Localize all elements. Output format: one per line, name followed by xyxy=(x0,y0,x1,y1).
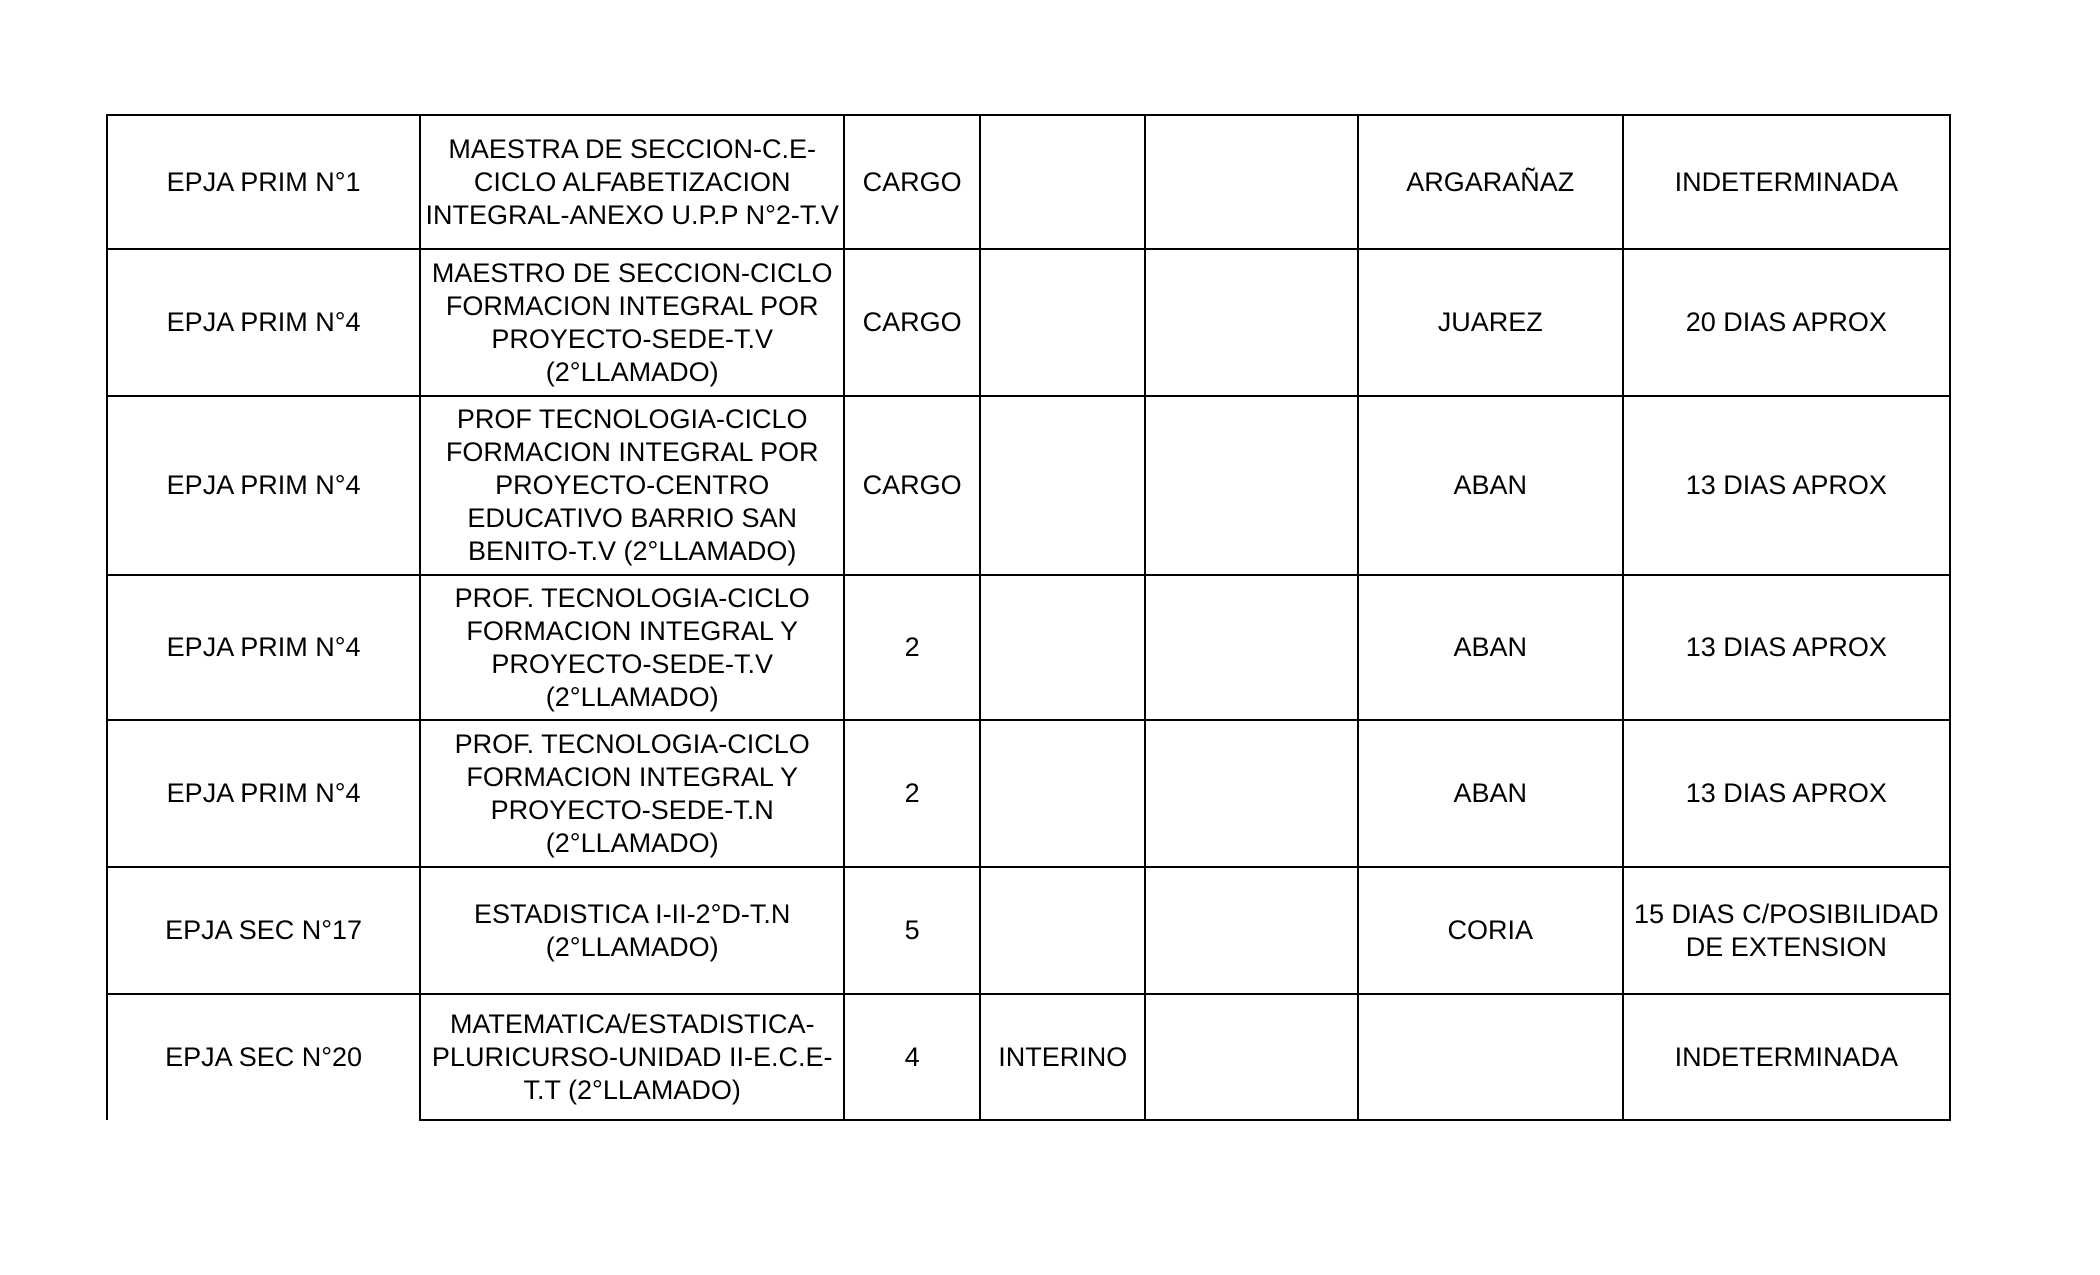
vacancies-table xyxy=(106,114,1951,1121)
status-cell xyxy=(980,249,1145,396)
empty-cell xyxy=(1145,994,1357,1120)
status-cell xyxy=(980,396,1145,575)
school-cell: EPJA SEC N°20 xyxy=(107,994,420,1120)
school-cell: EPJA PRIM N°4 xyxy=(107,249,420,396)
table-row xyxy=(107,867,1950,994)
table-row xyxy=(107,994,1950,1120)
table-row xyxy=(107,720,1950,867)
hours-cell: 2 xyxy=(844,575,980,720)
duration-cell: 13 DIAS APROX xyxy=(1623,720,1950,867)
name-cell: ABAN xyxy=(1358,720,1623,867)
school-cell: EPJA PRIM N°1 xyxy=(107,115,420,249)
duration-cell: 13 DIAS APROX xyxy=(1623,396,1950,575)
empty-cell xyxy=(1145,867,1357,994)
empty-cell xyxy=(1145,396,1357,575)
table-row xyxy=(107,396,1950,575)
status-cell xyxy=(980,867,1145,994)
duration-cell: INDETERMINADA xyxy=(1623,115,1950,249)
status-cell xyxy=(980,720,1145,867)
school-cell: EPJA PRIM N°4 xyxy=(107,396,420,575)
name-cell: ABAN xyxy=(1358,575,1623,720)
name-cell xyxy=(1358,994,1623,1120)
position-cell: PROF. TECNOLOGIA-CICLO FORMACION INTEGRAL Y PROYECTO-SEDE-T.N (2°LLAMADO) xyxy=(420,720,844,867)
position-cell: PROF. TECNOLOGIA-CICLO FORMACION INTEGRAL Y PROYECTO-SEDE-T.V (2°LLAMADO) xyxy=(420,575,844,720)
position-cell: MAESTRO DE SECCION-CICLO FORMACION INTEGRAL POR PROYECTO-SEDE-T.V (2°LLAMADO) xyxy=(420,249,844,396)
hours-cell: CARGO xyxy=(844,396,980,575)
position-cell: MATEMATICA/ESTADISTICA-PLURICURSO-UNIDAD II-E.C.E-T.T (2°LLAMADO) xyxy=(420,994,844,1120)
duration-cell: INDETERMINADA xyxy=(1623,994,1950,1120)
status-cell xyxy=(980,115,1145,249)
hours-cell: CARGO xyxy=(844,249,980,396)
hours-cell: 5 xyxy=(844,867,980,994)
name-cell: CORIA xyxy=(1358,867,1623,994)
position-cell: PROF TECNOLOGIA-CICLO FORMACION INTEGRAL POR PROYECTO-CENTRO EDUCATIVO BARRIO SAN BENITO-T.V (2°LLAMADO) xyxy=(420,396,844,575)
empty-cell xyxy=(1145,720,1357,867)
duration-cell: 13 DIAS APROX xyxy=(1623,575,1950,720)
table-row xyxy=(107,249,1950,396)
school-cell: EPJA PRIM N°4 xyxy=(107,575,420,720)
duration-cell: 20 DIAS APROX xyxy=(1623,249,1950,396)
position-cell: MAESTRA DE SECCION-C.E-CICLO ALFABETIZACION INTEGRAL-ANEXO U.P.P N°2-T.V xyxy=(420,115,844,249)
status-cell: INTERINO xyxy=(980,994,1145,1120)
empty-cell xyxy=(1145,249,1357,396)
school-cell: EPJA PRIM N°4 xyxy=(107,720,420,867)
duration-cell: 15 DIAS C/POSIBILIDAD DE EXTENSION xyxy=(1623,867,1950,994)
hours-cell: 4 xyxy=(844,994,980,1120)
position-cell: ESTADISTICA I-II-2°D-T.N (2°LLAMADO) xyxy=(420,867,844,994)
name-cell: ABAN xyxy=(1358,396,1623,575)
table-row xyxy=(107,575,1950,720)
empty-cell xyxy=(1145,115,1357,249)
hours-cell: 2 xyxy=(844,720,980,867)
empty-cell xyxy=(1145,575,1357,720)
table-row xyxy=(107,115,1950,249)
hours-cell: CARGO xyxy=(844,115,980,249)
school-cell: EPJA SEC N°17 xyxy=(107,867,420,994)
name-cell: JUAREZ xyxy=(1358,249,1623,396)
name-cell: ARGARAÑAZ xyxy=(1358,115,1623,249)
status-cell xyxy=(980,575,1145,720)
